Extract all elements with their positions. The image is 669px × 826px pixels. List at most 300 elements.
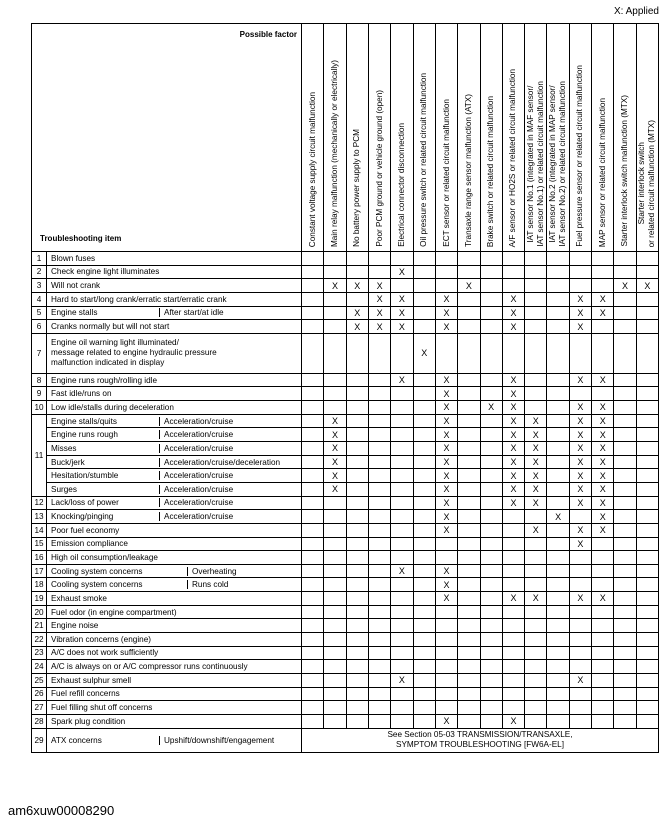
applied-mark: X xyxy=(435,482,457,496)
empty-cell xyxy=(413,279,435,293)
empty-cell xyxy=(368,252,390,266)
empty-cell xyxy=(525,551,547,565)
empty-cell xyxy=(547,469,569,483)
row-number: 29 xyxy=(32,728,47,752)
empty-cell xyxy=(368,373,390,387)
applied-mark: X xyxy=(525,455,547,469)
empty-cell xyxy=(502,265,524,279)
empty-cell xyxy=(502,605,524,619)
empty-cell xyxy=(614,551,636,565)
empty-cell xyxy=(614,537,636,551)
empty-cell xyxy=(480,306,502,320)
empty-cell xyxy=(413,428,435,442)
row-number: 22 xyxy=(32,633,47,647)
applied-mark: X xyxy=(391,673,413,687)
empty-cell xyxy=(502,333,524,373)
empty-cell xyxy=(592,551,614,565)
factor-header xyxy=(480,24,502,252)
factor-header xyxy=(614,24,636,252)
empty-cell xyxy=(636,537,658,551)
empty-cell xyxy=(614,673,636,687)
empty-cell xyxy=(569,646,591,660)
row-number: 20 xyxy=(32,605,47,619)
empty-cell xyxy=(458,592,480,606)
empty-cell xyxy=(302,292,324,306)
factor-label: IAT sensor No.2 (integrated in MAP sensor/ IAT sensor No.2) or related circuit malfunction xyxy=(548,81,568,247)
empty-cell xyxy=(636,551,658,565)
empty-cell xyxy=(413,252,435,266)
empty-cell xyxy=(636,373,658,387)
empty-cell xyxy=(480,428,502,442)
applied-mark: X xyxy=(391,265,413,279)
empty-cell xyxy=(614,510,636,524)
empty-cell xyxy=(569,687,591,701)
item-condition: Acceleration/cruise xyxy=(159,417,301,426)
applied-mark: X xyxy=(324,428,346,442)
empty-cell xyxy=(346,687,368,701)
empty-cell xyxy=(569,701,591,715)
applied-mark: X xyxy=(346,279,368,293)
empty-cell xyxy=(413,660,435,674)
empty-cell xyxy=(324,646,346,660)
empty-cell xyxy=(480,414,502,428)
empty-cell xyxy=(458,605,480,619)
empty-cell xyxy=(480,551,502,565)
applied-mark: X xyxy=(569,469,591,483)
empty-cell xyxy=(302,701,324,715)
applied-mark: X xyxy=(324,442,346,456)
factor-label: ECT sensor or related circuit malfunction xyxy=(441,99,451,247)
empty-cell xyxy=(502,660,524,674)
empty-cell xyxy=(324,265,346,279)
empty-cell xyxy=(346,564,368,578)
factor-label: Constant voltage supply circuit malfunction xyxy=(307,91,317,247)
table-row xyxy=(32,279,659,293)
empty-cell xyxy=(480,714,502,728)
empty-cell xyxy=(547,646,569,660)
empty-cell xyxy=(614,252,636,266)
empty-cell xyxy=(368,510,390,524)
empty-cell xyxy=(368,714,390,728)
empty-cell xyxy=(547,551,569,565)
empty-cell xyxy=(302,605,324,619)
applied-mark: X xyxy=(525,469,547,483)
applied-mark: X xyxy=(569,523,591,537)
row-number: 24 xyxy=(32,660,47,674)
applied-mark: X xyxy=(525,496,547,510)
applied-mark: X xyxy=(547,510,569,524)
empty-cell xyxy=(302,333,324,373)
applied-mark: X xyxy=(435,469,457,483)
empty-cell xyxy=(614,265,636,279)
empty-cell xyxy=(324,673,346,687)
applied-mark: X xyxy=(480,401,502,415)
empty-cell xyxy=(614,482,636,496)
empty-cell xyxy=(614,619,636,633)
table-row xyxy=(32,551,659,565)
empty-cell xyxy=(391,252,413,266)
empty-cell xyxy=(368,592,390,606)
factor-label: Fuel pressure sensor or related circuit malfunction xyxy=(575,65,585,247)
item-condition: Acceleration/cruise xyxy=(159,444,301,453)
empty-cell xyxy=(413,633,435,647)
empty-cell xyxy=(458,469,480,483)
applied-mark: X xyxy=(569,592,591,606)
empty-cell xyxy=(547,687,569,701)
empty-cell xyxy=(592,265,614,279)
row-number: 18 xyxy=(32,578,47,592)
empty-cell xyxy=(480,564,502,578)
table-row xyxy=(32,387,659,401)
applied-mark: X xyxy=(502,373,524,387)
troubleshooting-item xyxy=(47,306,302,320)
empty-cell xyxy=(480,646,502,660)
applied-mark: X xyxy=(525,482,547,496)
empty-cell xyxy=(458,414,480,428)
empty-cell xyxy=(502,510,524,524)
empty-cell xyxy=(302,442,324,456)
applied-mark: X xyxy=(525,428,547,442)
applied-mark: X xyxy=(435,414,457,428)
troubleshooting-item: Low idle/stalls during deceleration xyxy=(47,401,302,415)
empty-cell xyxy=(302,673,324,687)
applied-mark: X xyxy=(636,279,658,293)
applied-mark: X xyxy=(569,292,591,306)
empty-cell xyxy=(368,687,390,701)
empty-cell xyxy=(547,333,569,373)
empty-cell xyxy=(614,320,636,334)
applied-mark: X xyxy=(569,320,591,334)
empty-cell xyxy=(569,279,591,293)
empty-cell xyxy=(592,564,614,578)
troubleshooting-item: High oil consumption/leakage xyxy=(47,551,302,565)
empty-cell xyxy=(368,265,390,279)
empty-cell xyxy=(636,660,658,674)
empty-cell xyxy=(592,714,614,728)
empty-cell xyxy=(302,320,324,334)
empty-cell xyxy=(302,265,324,279)
empty-cell xyxy=(614,523,636,537)
empty-cell xyxy=(480,373,502,387)
applied-mark: X xyxy=(592,401,614,415)
empty-cell xyxy=(391,469,413,483)
empty-cell xyxy=(636,292,658,306)
empty-cell xyxy=(346,619,368,633)
empty-cell xyxy=(636,469,658,483)
empty-cell xyxy=(368,578,390,592)
empty-cell xyxy=(458,633,480,647)
item-name: ATX concerns xyxy=(51,735,102,745)
empty-cell xyxy=(391,646,413,660)
factor-label: IAT sensor No.1 (integrated in MAF sensor/ IAT sensor No.1) or related circuit malfunction xyxy=(525,81,545,247)
empty-cell xyxy=(324,510,346,524)
applied-mark: X xyxy=(569,537,591,551)
empty-cell xyxy=(391,537,413,551)
empty-cell xyxy=(636,701,658,715)
item-name: Engine stalls/quits xyxy=(51,416,117,426)
empty-cell xyxy=(592,701,614,715)
item-name: Hesitation/stumble xyxy=(51,471,119,481)
troubleshooting-item xyxy=(47,496,302,510)
empty-cell xyxy=(413,414,435,428)
applied-mark: X xyxy=(502,496,524,510)
empty-cell xyxy=(346,578,368,592)
empty-cell xyxy=(458,551,480,565)
empty-cell xyxy=(413,551,435,565)
applied-mark: X xyxy=(324,455,346,469)
empty-cell xyxy=(592,646,614,660)
empty-cell xyxy=(368,333,390,373)
troubleshooting-item: Hard to start/long crank/erratic start/erratic crank xyxy=(47,292,302,306)
empty-cell xyxy=(413,482,435,496)
empty-cell xyxy=(435,660,457,674)
applied-mark: X xyxy=(324,482,346,496)
factor-label: Main relay malfunction (mechanically or electrically) xyxy=(329,59,339,247)
empty-cell xyxy=(636,564,658,578)
applied-mark: X xyxy=(435,592,457,606)
empty-cell xyxy=(592,252,614,266)
empty-cell xyxy=(391,592,413,606)
empty-cell xyxy=(636,387,658,401)
empty-cell xyxy=(525,401,547,415)
empty-cell xyxy=(346,496,368,510)
empty-cell xyxy=(525,714,547,728)
empty-cell xyxy=(614,414,636,428)
troubleshooting-item-label: Troubleshooting item xyxy=(40,234,122,243)
empty-cell xyxy=(614,701,636,715)
applied-mark: X xyxy=(592,292,614,306)
empty-cell xyxy=(324,387,346,401)
factor-header xyxy=(413,24,435,252)
empty-cell xyxy=(502,551,524,565)
factor-label: Electrical connector disconnection xyxy=(396,123,406,247)
applied-mark: X xyxy=(435,428,457,442)
applied-mark: X xyxy=(435,455,457,469)
empty-cell xyxy=(324,401,346,415)
troubleshooting-item: Exhaust smoke xyxy=(47,592,302,606)
item-condition: Acceleration/cruise xyxy=(159,430,301,439)
empty-cell xyxy=(525,373,547,387)
empty-cell xyxy=(413,510,435,524)
empty-cell xyxy=(614,605,636,619)
empty-cell xyxy=(458,660,480,674)
applied-mark: X xyxy=(324,279,346,293)
empty-cell xyxy=(614,592,636,606)
empty-cell xyxy=(346,292,368,306)
applied-mark: X xyxy=(592,510,614,524)
empty-cell xyxy=(368,442,390,456)
factor-header xyxy=(569,24,591,252)
applied-mark: X xyxy=(435,523,457,537)
applied-mark: X xyxy=(502,482,524,496)
applied-mark: X xyxy=(346,320,368,334)
factor-header xyxy=(636,24,658,252)
empty-cell xyxy=(302,687,324,701)
empty-cell xyxy=(636,252,658,266)
table-row xyxy=(32,605,659,619)
empty-cell xyxy=(302,510,324,524)
empty-cell xyxy=(525,619,547,633)
empty-cell xyxy=(458,333,480,373)
empty-cell xyxy=(413,306,435,320)
factor-label: Starter interlock switch malfunction (MTX) xyxy=(620,95,630,247)
empty-cell xyxy=(346,660,368,674)
empty-cell xyxy=(569,660,591,674)
empty-cell xyxy=(458,292,480,306)
empty-cell xyxy=(413,687,435,701)
empty-cell xyxy=(614,578,636,592)
applied-mark: X xyxy=(391,320,413,334)
item-name: Misses xyxy=(51,443,77,453)
troubleshooting-item xyxy=(47,442,302,456)
empty-cell xyxy=(569,333,591,373)
empty-cell xyxy=(480,442,502,456)
empty-cell xyxy=(480,673,502,687)
empty-cell xyxy=(480,660,502,674)
empty-cell xyxy=(346,401,368,415)
applied-mark: X xyxy=(592,428,614,442)
empty-cell xyxy=(592,660,614,674)
empty-cell xyxy=(547,442,569,456)
table-row xyxy=(32,455,659,469)
empty-cell xyxy=(368,551,390,565)
item-name: Engine stalls xyxy=(51,308,98,318)
empty-cell xyxy=(302,578,324,592)
empty-cell xyxy=(302,482,324,496)
troubleshooting-item: Will not crank xyxy=(47,279,302,293)
row-number: 23 xyxy=(32,646,47,660)
row-number: 12 xyxy=(32,496,47,510)
troubleshooting-item xyxy=(47,728,302,752)
empty-cell xyxy=(636,401,658,415)
troubleshooting-item: Cranks normally but will not start xyxy=(47,320,302,334)
empty-cell xyxy=(614,496,636,510)
empty-cell xyxy=(480,387,502,401)
table-row xyxy=(32,701,659,715)
empty-cell xyxy=(302,537,324,551)
applied-mark: X xyxy=(569,414,591,428)
empty-cell xyxy=(302,592,324,606)
empty-cell xyxy=(302,469,324,483)
table-row xyxy=(32,428,659,442)
empty-cell xyxy=(569,551,591,565)
empty-cell xyxy=(435,605,457,619)
empty-cell xyxy=(569,633,591,647)
table-row xyxy=(32,714,659,728)
empty-cell xyxy=(324,592,346,606)
applied-mark: X xyxy=(569,673,591,687)
factor-label: Transaxle range sensor malfunction (ATX) xyxy=(463,94,473,247)
empty-cell xyxy=(435,619,457,633)
table-row xyxy=(32,673,659,687)
empty-cell xyxy=(458,373,480,387)
factor-header xyxy=(368,24,390,252)
empty-cell xyxy=(346,510,368,524)
row-number: 8 xyxy=(32,373,47,387)
applied-mark: X xyxy=(592,496,614,510)
empty-cell xyxy=(302,252,324,266)
empty-cell xyxy=(458,701,480,715)
empty-cell xyxy=(346,633,368,647)
factor-label: Poor PCM ground or vehicle ground (open) xyxy=(374,90,384,247)
row-number: 16 xyxy=(32,551,47,565)
empty-cell xyxy=(324,523,346,537)
empty-cell xyxy=(502,646,524,660)
empty-cell xyxy=(614,428,636,442)
applied-mark: X xyxy=(569,373,591,387)
empty-cell xyxy=(368,605,390,619)
empty-cell xyxy=(413,701,435,715)
empty-cell xyxy=(324,633,346,647)
troubleshooting-item: Engine runs rough/rolling idle xyxy=(47,373,302,387)
empty-cell xyxy=(480,687,502,701)
empty-cell xyxy=(547,387,569,401)
empty-cell xyxy=(368,482,390,496)
table-row xyxy=(32,687,659,701)
empty-cell xyxy=(547,401,569,415)
factor-label: No battery power supply to PCM xyxy=(352,129,362,247)
applied-mark: X xyxy=(435,564,457,578)
empty-cell xyxy=(302,496,324,510)
empty-cell xyxy=(636,442,658,456)
empty-cell xyxy=(614,646,636,660)
empty-cell xyxy=(480,619,502,633)
applied-mark: X xyxy=(569,428,591,442)
empty-cell xyxy=(413,387,435,401)
empty-cell xyxy=(368,523,390,537)
empty-cell xyxy=(547,523,569,537)
factor-label: Starter interlock switch or related circuit malfunction (MTX) xyxy=(637,119,657,247)
empty-cell xyxy=(346,537,368,551)
table-row xyxy=(32,633,659,647)
empty-cell xyxy=(435,646,457,660)
empty-cell xyxy=(614,401,636,415)
applied-mark: X xyxy=(368,279,390,293)
empty-cell xyxy=(458,496,480,510)
empty-cell xyxy=(368,673,390,687)
empty-cell xyxy=(391,605,413,619)
empty-cell xyxy=(636,455,658,469)
empty-cell xyxy=(480,633,502,647)
applied-mark: X xyxy=(435,292,457,306)
empty-cell xyxy=(614,442,636,456)
empty-cell xyxy=(480,605,502,619)
empty-cell xyxy=(435,551,457,565)
applied-mark: X xyxy=(435,306,457,320)
item-name: Lack/loss of power xyxy=(51,498,119,508)
empty-cell xyxy=(435,673,457,687)
factor-header xyxy=(547,24,569,252)
possible-factor-label: Possible factor xyxy=(239,30,297,39)
empty-cell xyxy=(346,701,368,715)
empty-cell xyxy=(636,592,658,606)
troubleshooting-item xyxy=(47,428,302,442)
applied-mark: X xyxy=(592,482,614,496)
empty-cell xyxy=(346,673,368,687)
applied-mark: X xyxy=(324,414,346,428)
applied-mark: X xyxy=(502,401,524,415)
troubleshooting-item xyxy=(47,564,302,578)
empty-cell xyxy=(413,564,435,578)
empty-cell xyxy=(302,619,324,633)
empty-cell xyxy=(458,687,480,701)
empty-cell xyxy=(480,333,502,373)
empty-cell xyxy=(368,496,390,510)
applied-mark: X xyxy=(525,592,547,606)
empty-cell xyxy=(547,578,569,592)
empty-cell xyxy=(391,496,413,510)
empty-cell xyxy=(391,687,413,701)
